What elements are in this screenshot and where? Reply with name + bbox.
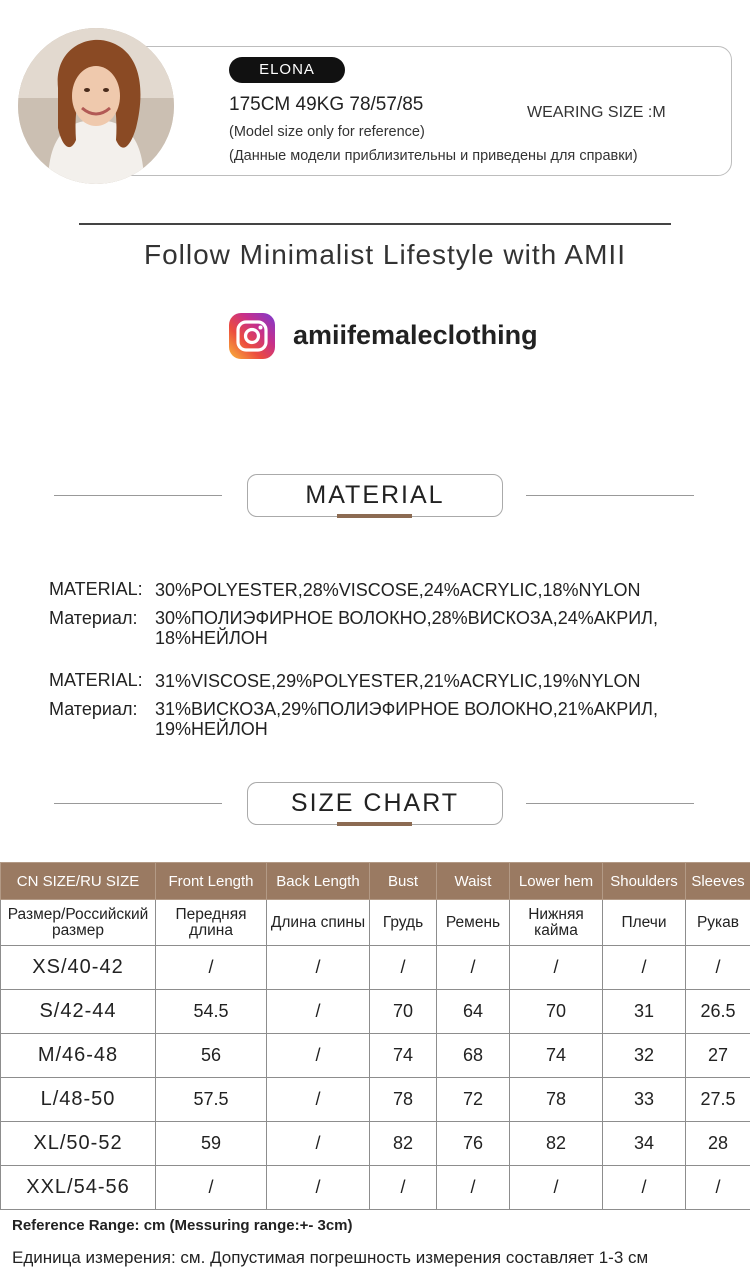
table-cell: / [156,1166,267,1210]
table-header-cell: Shoulders [603,863,686,900]
table-header-cell: Ремень [437,900,510,946]
material-label-en: MATERIAL: [49,670,143,690]
material-value-en: 31%VISCOSE,29%POLYESTER,21%ACRYLIC,19%NYLON [155,671,641,691]
table-cell: 34 [603,1122,686,1166]
model-wearing-size: WEARING SIZE :M [527,104,666,121]
table-cell: 76 [437,1122,510,1166]
material-value-ru: 30%ПОЛИЭФИРНОЕ ВОЛОКНО,28%ВИСКОЗА,24%АКРИЛ, 18%НЕЙЛОН [155,608,658,648]
table-cell: 74 [510,1034,603,1078]
table-cell-size: XXL/54-56 [1,1166,156,1210]
table-cell: / [686,946,750,990]
table-cell-size: M/46-48 [1,1034,156,1078]
table-cell: / [370,1166,437,1210]
table-row [1,1122,750,1166]
table-header-cell: Front Length [156,863,267,900]
table-header-cell: Передняя длина [156,900,267,946]
table-row [1,1166,750,1210]
table-cell: / [603,946,686,990]
table-cell: / [267,1078,370,1122]
table-header-cell: Длина спины [267,900,370,946]
size-chart-table [0,862,750,1210]
table-cell: 32 [603,1034,686,1078]
table-header-cell: CN SIZE/RU SIZE [1,863,156,900]
table-cell: / [156,946,267,990]
table-cell: / [437,1166,510,1210]
table-row [1,1078,750,1122]
instagram-handle[interactable]: amiifemaleclothing [293,320,538,350]
size-chart-section-title: SIZE CHART [247,782,503,825]
table-header-cell: Нижняя кайма [510,900,603,946]
table-cell: 68 [437,1034,510,1078]
table-row [1,946,750,990]
section-line-left [54,803,222,804]
table-header-row-ru [1,900,750,946]
table-header-cell: Sleeves [686,863,750,900]
table-cell-size: S/42-44 [1,990,156,1034]
material-label-ru: Материал: [49,699,138,719]
table-cell: / [267,1166,370,1210]
table-cell: 57.5 [156,1078,267,1122]
table-cell-size: XL/50-52 [1,1122,156,1166]
table-row [1,1034,750,1078]
divider [79,223,671,225]
table-header-cell: Размер/Российский размер [1,900,156,946]
model-measurements: 175CM 49KG 78/57/85 [229,94,424,115]
table-cell: 59 [156,1122,267,1166]
table-cell: 70 [370,990,437,1034]
table-cell: / [437,946,510,990]
table-cell-size: L/48-50 [1,1078,156,1122]
table-cell: / [370,946,437,990]
instagram-icon [229,313,275,359]
table-header-cell: Грудь [370,900,437,946]
model-note-en: (Model size only for reference) [229,124,425,140]
table-cell: 78 [510,1078,603,1122]
section-line-right [526,803,694,804]
table-cell: 54.5 [156,990,267,1034]
section-underline [337,514,412,518]
material-value-ru: 31%ВИСКОЗА,29%ПОЛИЭФИРНОЕ ВОЛОКНО,21%АКРИЛ, 19%НЕЙЛОН [155,699,658,739]
table-cell: / [267,1122,370,1166]
table-cell: / [510,1166,603,1210]
model-note-ru: (Данные модели приблизительны и приведены для справки) [229,148,638,164]
table-cell: 56 [156,1034,267,1078]
reference-range-note-ru: Единица измерения: см. Допустимая погрешность измерения составляет 1-3 см [12,1248,649,1267]
table-cell: / [603,1166,686,1210]
table-cell: 70 [510,990,603,1034]
table-header-cell: Waist [437,863,510,900]
brand-slogan: Follow Minimalist Lifestyle with AMII [143,239,626,270]
model-name-badge: ELONA [229,57,345,83]
material-label-en: MATERIAL: [49,579,143,599]
table-header-cell: Lower hem [510,863,603,900]
table-header-cell: Bust [370,863,437,900]
table-cell: 27 [686,1034,750,1078]
model-avatar [18,28,174,184]
table-cell: 82 [510,1122,603,1166]
section-line-right [526,495,694,496]
table-cell: 74 [370,1034,437,1078]
table-header-cell: Рукав [686,900,750,946]
table-cell: 82 [370,1122,437,1166]
table-cell: 27.5 [686,1078,750,1122]
table-cell: / [267,946,370,990]
table-cell: / [510,946,603,990]
table-cell-size: XS/40-42 [1,946,156,990]
table-cell: / [267,1034,370,1078]
table-cell: / [267,990,370,1034]
section-underline [337,822,412,826]
table-cell: 78 [370,1078,437,1122]
model-photo [18,28,174,184]
table-cell: 64 [437,990,510,1034]
table-row [1,990,750,1034]
material-value-en: 30%POLYESTER,28%VISCOSE,24%ACRYLIC,18%NYLON [155,580,641,600]
table-cell: 31 [603,990,686,1034]
table-cell: / [686,1166,750,1210]
table-header-row-en [1,863,750,900]
table-cell: 33 [603,1078,686,1122]
section-line-left [54,495,222,496]
reference-range-note-en: Reference Range: cm (Messuring range:+- 3cm) [12,1217,353,1234]
material-section-title: MATERIAL [247,474,503,517]
table-header-cell: Back Length [267,863,370,900]
table-cell: 26.5 [686,990,750,1034]
table-cell: 72 [437,1078,510,1122]
table-cell: 28 [686,1122,750,1166]
material-label-ru: Материал: [49,608,138,628]
table-header-cell: Плечи [603,900,686,946]
